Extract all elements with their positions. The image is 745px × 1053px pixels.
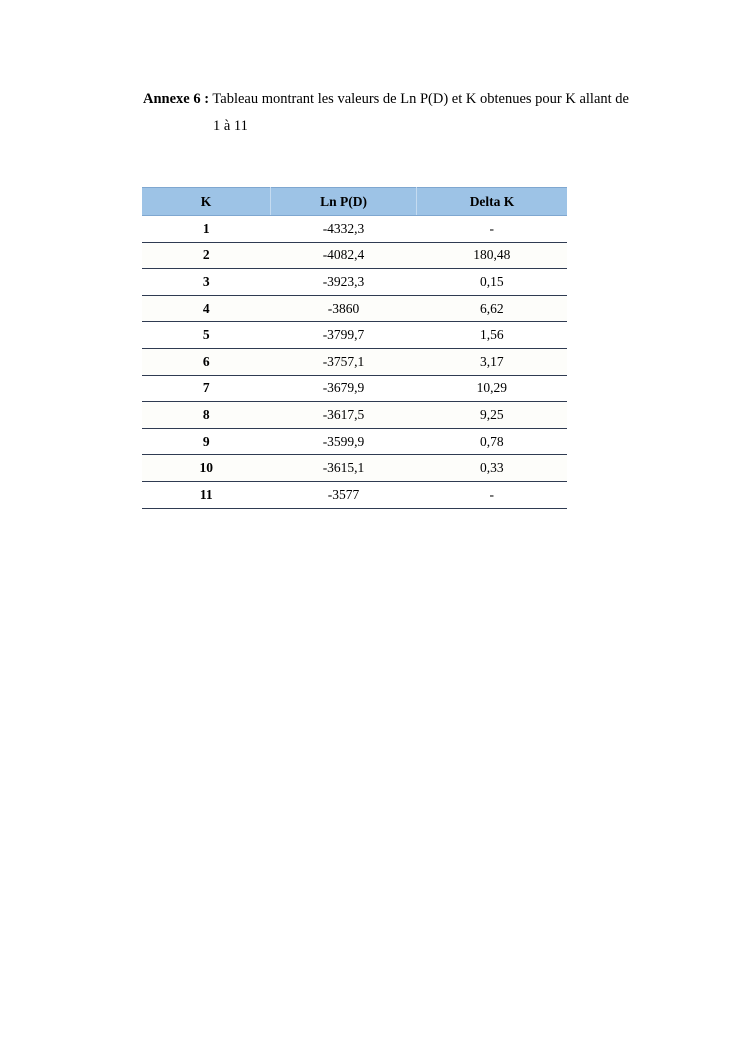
- table-row: [142, 375, 567, 402]
- table-row: [142, 348, 567, 375]
- cell-k: 3: [142, 269, 271, 296]
- header-ln-pd: Ln P(D): [271, 188, 417, 216]
- cell-delta-k: 3,17: [417, 348, 568, 375]
- cell-ln-pd: -4332,3: [271, 216, 417, 243]
- cell-ln-pd: -3617,5: [271, 402, 417, 429]
- cell-delta-k: 180,48: [417, 242, 568, 269]
- cell-delta-k: 0,78: [417, 428, 568, 455]
- cell-k: 4: [142, 295, 271, 322]
- cell-delta-k: 6,62: [417, 295, 568, 322]
- cell-ln-pd: -3757,1: [271, 348, 417, 375]
- cell-k: 2: [142, 242, 271, 269]
- caption-text: Tableau montrant les valeurs de Ln P(D) et K obtenues pour K allant de: [209, 91, 629, 107]
- cell-delta-k: 9,25: [417, 402, 568, 429]
- cell-delta-k: -: [417, 481, 568, 508]
- header-delta-k: Delta K: [417, 188, 568, 216]
- table-header-row: [142, 188, 567, 216]
- cell-ln-pd: -3615,1: [271, 455, 417, 482]
- cell-k: 10: [142, 455, 271, 482]
- table-row: [142, 402, 567, 429]
- cell-ln-pd: -3799,7: [271, 322, 417, 349]
- cell-ln-pd: -3599,9: [271, 428, 417, 455]
- cell-delta-k: -: [417, 216, 568, 243]
- cell-ln-pd: -3577: [271, 481, 417, 508]
- cell-delta-k: 0,15: [417, 269, 568, 296]
- table-row: [142, 481, 567, 508]
- results-table: [142, 187, 567, 509]
- header-k: K: [142, 188, 271, 216]
- table-row: [142, 428, 567, 455]
- cell-k: 8: [142, 402, 271, 429]
- table-row: [142, 295, 567, 322]
- table-caption: [143, 88, 673, 134]
- annex-label: Annexe 6 :: [143, 91, 210, 107]
- table-row: [142, 269, 567, 296]
- cell-k: 6: [142, 348, 271, 375]
- cell-delta-k: 0,33: [417, 455, 568, 482]
- cell-ln-pd: -3679,9: [271, 375, 417, 402]
- table-row: [142, 216, 567, 243]
- table-row: [142, 455, 567, 482]
- cell-delta-k: 10,29: [417, 375, 568, 402]
- cell-k: 9: [142, 428, 271, 455]
- table-row: [142, 322, 567, 349]
- caption-line-2: 1 à 11: [213, 118, 248, 134]
- cell-ln-pd: -4082,4: [271, 242, 417, 269]
- cell-ln-pd: -3923,3: [271, 269, 417, 296]
- cell-delta-k: 1,56: [417, 322, 568, 349]
- cell-k: 7: [142, 375, 271, 402]
- cell-k: 5: [142, 322, 271, 349]
- cell-ln-pd: -3860: [271, 295, 417, 322]
- cell-k: 1: [142, 216, 271, 243]
- caption-line-1: [143, 88, 673, 110]
- cell-k: 11: [142, 481, 271, 508]
- table-row: [142, 242, 567, 269]
